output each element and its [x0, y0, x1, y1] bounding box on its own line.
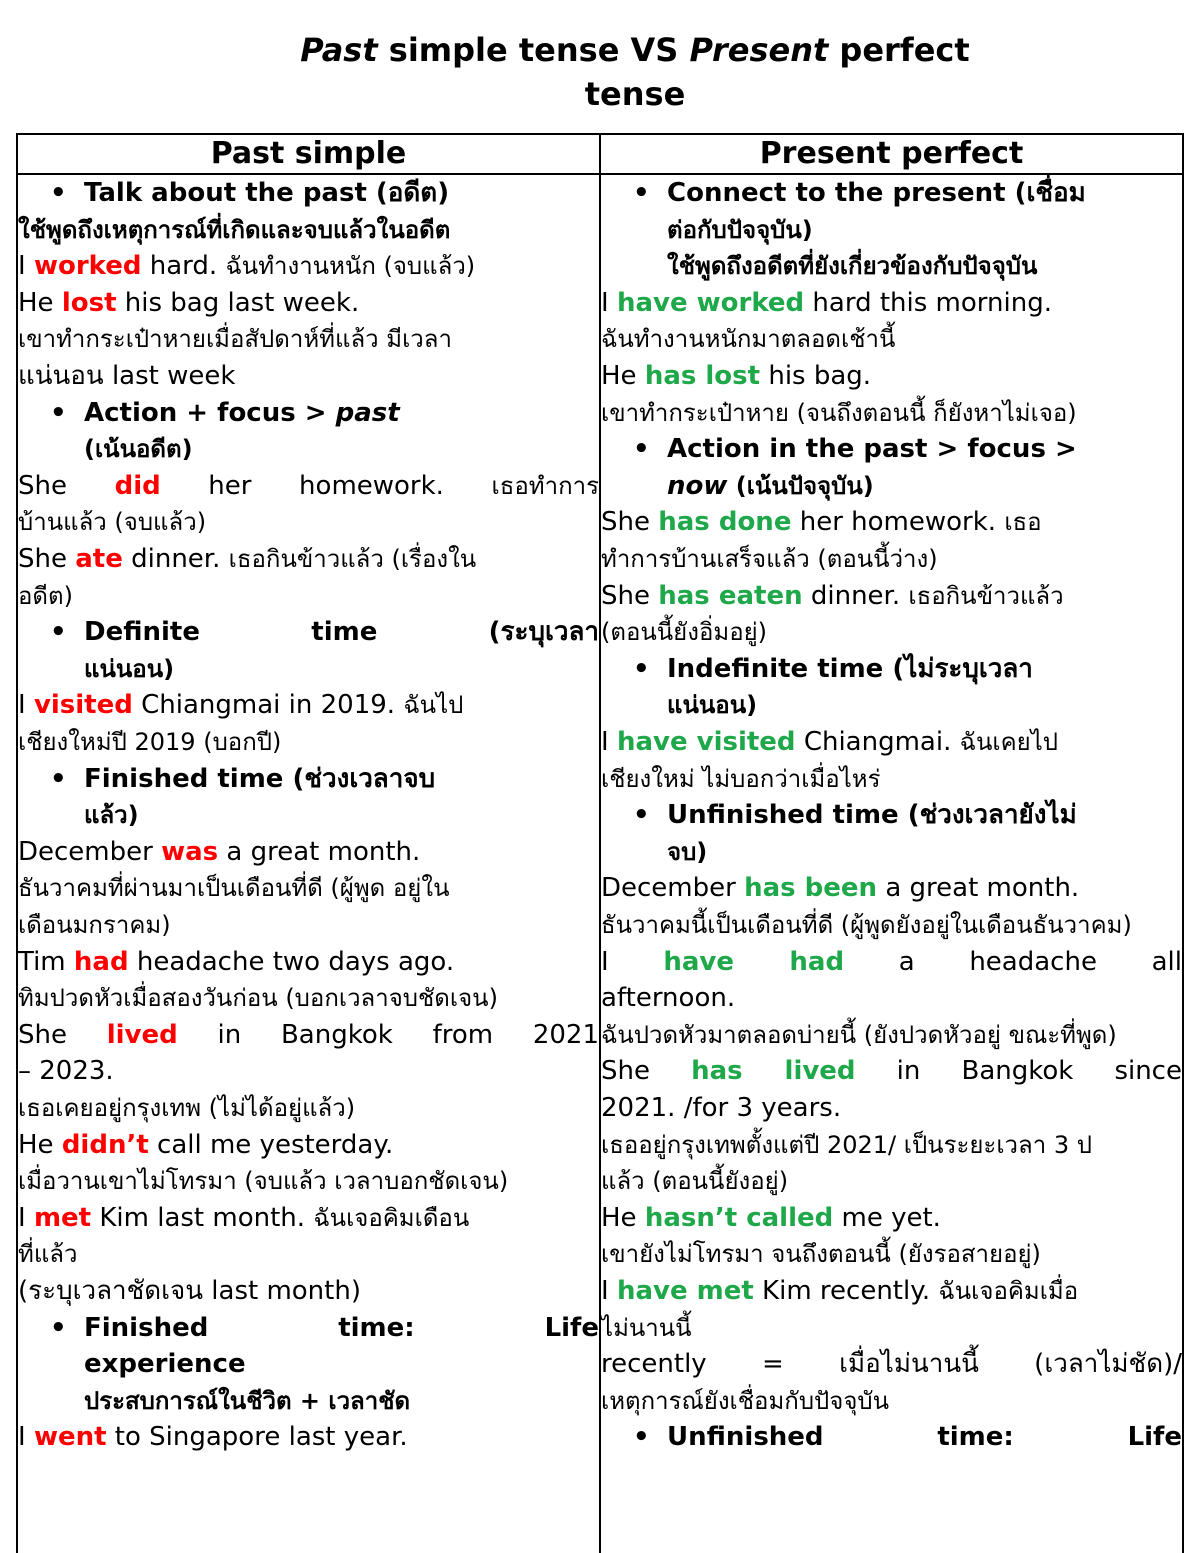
verb-present-perfect: has done [658, 507, 792, 538]
bullet-action-focus-now: • Action in the past > focus > now (เน้นปัจจุบัน) [601, 431, 1182, 504]
example-sentence: I have had a headache all [601, 946, 1182, 977]
verb-past: lost [61, 287, 117, 318]
thai-note: ฉันทำงานหนักมาตลอดเช้านี้ [601, 325, 896, 354]
example-sentence: He has lost his bag. [601, 361, 872, 392]
thai-note: เชียงใหม่ปี 2019 (บอกปี) [18, 728, 282, 756]
header-past-simple: Past simple [17, 134, 600, 174]
verb-present-perfect: have had [663, 946, 845, 977]
example-sentence: He didn’t call me yesterday. [18, 1129, 394, 1160]
example-sentence: She has done her homework. เธอ [601, 507, 1042, 538]
thai-note: ฉันปวดหัวมาตลอดบ่ายนี้ (ยังปวดหัวอยู่ ขณะที่พูด) [601, 1020, 1117, 1049]
verb-past: went [33, 1422, 107, 1453]
example-sentence: She ate dinner. เธอกินข้าวแล้ว (เรื่องใน [18, 544, 477, 575]
bullet-life-experience-line2: experience [84, 1349, 246, 1380]
example-sentence: She has lived in Bangkok since [601, 1056, 1182, 1087]
example-sentence: I worked hard. ฉันทำงานหนัก (จบแล้ว) [18, 251, 476, 282]
verb-present-perfect: hasn’t called [644, 1202, 834, 1233]
comparison-table [16, 133, 1184, 1553]
past-simple-column [17, 174, 600, 1553]
bullet-finished-time-line2: แล้ว) [84, 801, 139, 830]
thai-note: ทำการบ้านเสร็จแล้ว (ตอนนี้ว่าง) [601, 545, 938, 574]
verb-present-perfect: has eaten [658, 580, 803, 611]
thai-note: ใช้พูดถึงอดีตที่ยังเกี่ยวข้องกับปัจจุบัน [667, 252, 1038, 281]
example-sentence: I met Kim last month. ฉันเจอคิมเดือน [18, 1202, 470, 1233]
bullet-connect-line2: ต่อกับปัจจุบัน) [667, 215, 813, 244]
thai-note: (ระบุเวลาชัดเจน last month) [18, 1275, 361, 1306]
thai-note: เธออยู่กรุงเทพตั้งแต่ปี 2021/ เป็นระยะเวลา 3 ป [601, 1130, 1092, 1159]
bullet-indefinite-time-line2: แน่นอน) [667, 691, 758, 720]
present-perfect-column [600, 174, 1183, 1553]
thai-note: ใช้พูดถึงเหตุการณ์ที่เกิดและจบแล้วในอดีต [18, 215, 451, 244]
example-sentence: I went to Singapore last year. [18, 1422, 408, 1453]
title-present: Present [689, 31, 829, 69]
thai-note: เหตุการณ์ยังเชื่อมกับปัจจุบัน [601, 1386, 890, 1415]
bullet-connect-to-present: • Connect to the present (เชื่อม [601, 175, 1182, 212]
thai-note: แล้ว (ตอนนี้ยังอยู่) [601, 1167, 789, 1196]
example-sentence-cont: 2021. /for 3 years. [601, 1092, 842, 1123]
example-sentence: He hasn’t called me yet. [601, 1202, 941, 1233]
example-sentence: She lived in Bangkok from 2021 [18, 1019, 599, 1050]
bullet-action-focus-past: • Action + focus > past (เน้นอดีต) [18, 395, 599, 468]
verb-present-perfect: have met [616, 1275, 754, 1306]
verb-past: was [161, 836, 219, 867]
thai-note: ทิมปวดหัวเมื่อสองวันก่อน (บอกเวลาจบชัดเจน) [18, 984, 498, 1013]
title-mid: simple tense VS [377, 31, 690, 69]
example-sentence: December has been a great month. [601, 873, 1080, 904]
thai-note: เชียงใหม่ ไม่บอกว่าเมื่อไหร่ [601, 764, 881, 793]
thai-note: บ้านแล้ว (จบแล้ว) [18, 508, 207, 537]
example-sentence: I have worked hard this morning. [601, 287, 1052, 318]
bullet-definite-time-line2: แน่นอน) [84, 654, 175, 683]
bullet-unfinished-time-line2: จบ) [667, 837, 708, 866]
thai-note: เขาทำกระเป๋าหายเมื่อสัปดาห์ที่แล้ว มีเวลา [18, 325, 452, 354]
example-sentence: December was a great month. [18, 836, 421, 867]
bullet-talk-about-past: • Talk about the past (อดีต) [18, 175, 599, 212]
verb-past: worked [33, 251, 142, 282]
bullet-unfinished-time: • Unfinished time (ช่วงเวลายังไม่ [601, 797, 1182, 834]
verb-past: met [33, 1202, 92, 1233]
header-present-perfect: Present perfect [600, 134, 1183, 174]
example-sentence: She has eaten dinner. เธอกินข้าวแล้ว [601, 580, 1064, 611]
thai-note: เขาทำกระเป๋าหาย (จนถึงตอนนี้ ก็ยังหาไม่เจอ) [601, 398, 1077, 427]
bullet-life-experience: • Finished time: Life [18, 1310, 599, 1347]
thai-note: ธันวาคมนี้เป็นเดือนที่ดี (ผู้พูดยังอยู่ในเดือนธันวาคม) [601, 910, 1132, 939]
title-past: Past [300, 31, 378, 69]
example-sentence: Tim had headache two days ago. [18, 946, 455, 977]
verb-present-perfect: has lost [644, 361, 761, 392]
verb-past: visited [33, 690, 133, 721]
thai-note: อดีต) [18, 581, 73, 610]
thai-note: เธอเคยอยู่กรุงเทพ (ไม่ได้อยู่แล้ว) [18, 1093, 356, 1122]
verb-present-perfect: have worked [616, 287, 805, 318]
example-sentence: I visited Chiangmai in 2019. ฉันไป [18, 690, 464, 721]
recently-note: recently = เมื่อไม่นานนี้ (เวลาไม่ชัด)/ [601, 1349, 1182, 1380]
thai-note: เดือนมกราคม) [18, 910, 171, 939]
example-sentence: He lost his bag last week. [18, 287, 360, 318]
example-sentence: She did her homework. เธอทำการ [18, 470, 599, 501]
verb-present-perfect: have visited [616, 727, 796, 757]
verb-present-perfect: has been [744, 873, 878, 904]
thai-note: แน่นอน last week [18, 361, 236, 392]
example-sentence-cont: afternoon. [601, 983, 736, 1014]
bullet-indefinite-time: • Indefinite time (ไม่ระบุเวลา [601, 651, 1182, 688]
title-line2: tense [584, 75, 686, 113]
bullet-definite-time: • Definite time (ระบุเวลา [18, 614, 599, 651]
title-end: perfect [828, 31, 970, 69]
verb-present-perfect: has lived [691, 1056, 856, 1087]
bullet-life-experience-line3: ประสบการณ์ในชีวิต + เวลาชัด [84, 1386, 411, 1415]
example-sentence-cont: – 2023. [18, 1056, 114, 1087]
thai-note: ที่แล้ว [18, 1240, 78, 1269]
bullet-finished-time: • Finished time (ช่วงเวลาจบ [18, 761, 599, 798]
bullet-unfinished-life: • Unfinished time: Life [601, 1419, 1182, 1456]
verb-past: did [114, 470, 161, 501]
thai-note: ธันวาคมที่ผ่านมาเป็นเดือนที่ดี (ผู้พูด อยู่ใน [18, 874, 450, 903]
thai-note: เขายังไม่โทรมา จนถึงตอนนี้ (ยังรอสายอยู่) [601, 1240, 1041, 1269]
verb-past: ate [75, 544, 123, 575]
example-sentence: I have visited Chiangmai. ฉันเคยไป [601, 727, 1059, 757]
verb-past: had [73, 946, 129, 977]
thai-note: เมื่อวานเขาไม่โทรมา (จบแล้ว เวลาบอกชัดเจน) [18, 1167, 509, 1196]
verb-past: lived [106, 1019, 178, 1050]
verb-past: didn’t [61, 1129, 149, 1160]
example-sentence: I have met Kim recently. ฉันเจอคิมเมื่อ [601, 1275, 1079, 1306]
thai-note: (ตอนนี้ยังอิ่มอยู่) [601, 618, 768, 647]
thai-note: ไม่นานนี้ [601, 1313, 692, 1342]
